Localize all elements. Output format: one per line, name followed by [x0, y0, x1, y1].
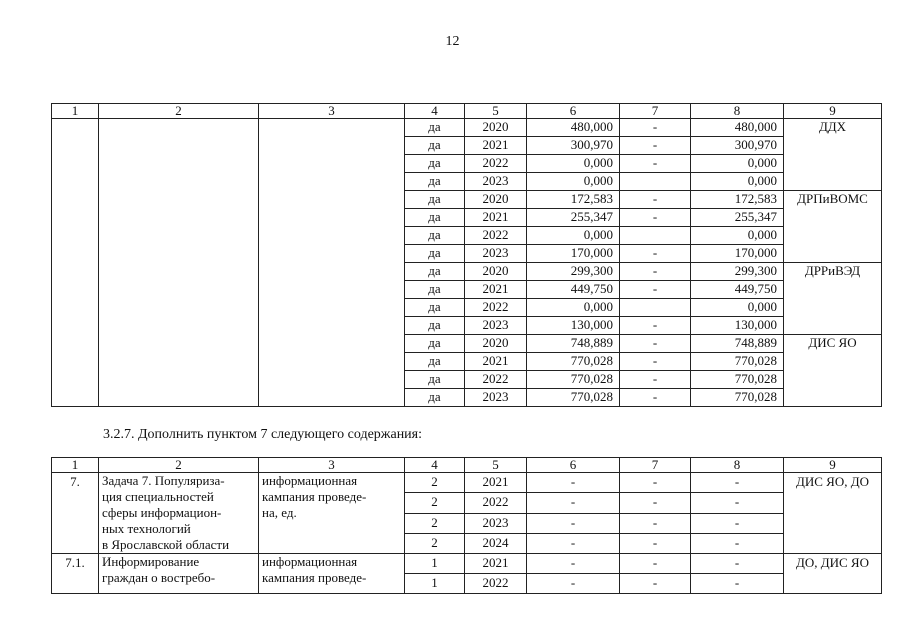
total-cell: - [691, 493, 784, 513]
column-header: 4 [405, 458, 465, 473]
executor-cell: ДРРиВЭД [784, 263, 882, 335]
column-header: 9 [784, 104, 882, 119]
number-cell [52, 119, 99, 407]
flag-cell: да [405, 245, 465, 263]
total-cell: 300,970 [691, 137, 784, 155]
value-cell: 2 [405, 533, 465, 553]
amendment-paragraph: 3.2.7. Дополнить пунктом 7 следующего содержания: [103, 427, 423, 442]
flag-cell: да [405, 281, 465, 299]
item-name-line: ция специальностей [102, 489, 214, 504]
amount-cell: 770,028 [527, 389, 620, 407]
year-cell: 2022 [465, 371, 527, 389]
year-cell: 2020 [465, 191, 527, 209]
item-name-line: Информирование [102, 554, 200, 569]
dash-cell: - [620, 281, 691, 299]
dash-cell: - [620, 554, 691, 574]
flag-cell: да [405, 317, 465, 335]
total-cell: 770,028 [691, 389, 784, 407]
year-cell: 2021 [465, 281, 527, 299]
total-cell: 748,889 [691, 335, 784, 353]
item-number-cell: 7. [52, 473, 99, 554]
total-cell: 480,000 [691, 119, 784, 137]
dash-cell: - [620, 353, 691, 371]
amount-cell: 170,000 [527, 245, 620, 263]
executor-cell: ДДХ [784, 119, 882, 191]
column-header: 3 [259, 458, 405, 473]
amount-cell: 449,750 [527, 281, 620, 299]
amount-cell: 0,000 [527, 155, 620, 173]
dash-cell [620, 299, 691, 317]
column-header: 4 [405, 104, 465, 119]
dash-cell: - [620, 533, 691, 553]
total-cell: 0,000 [691, 173, 784, 191]
year-cell: 2021 [465, 554, 527, 574]
year-cell: 2020 [465, 335, 527, 353]
dash-cell: - [620, 371, 691, 389]
year-cell: 2023 [465, 245, 527, 263]
column-header: 7 [620, 104, 691, 119]
column-header: 8 [691, 458, 784, 473]
amount-cell: 770,028 [527, 353, 620, 371]
column-header: 7 [620, 458, 691, 473]
total-cell: - [691, 513, 784, 533]
indicator-line: кампания проведе- [262, 570, 367, 585]
value-cell: 2 [405, 493, 465, 513]
total-cell: 255,347 [691, 209, 784, 227]
dash-cell: - [620, 209, 691, 227]
dash-cell: - [620, 493, 691, 513]
dash-cell: - [620, 574, 691, 594]
column-header: 6 [527, 104, 620, 119]
flag-cell: да [405, 371, 465, 389]
column-header: 8 [691, 104, 784, 119]
year-cell: 2022 [465, 227, 527, 245]
column-header: 2 [99, 104, 259, 119]
flag-cell: да [405, 137, 465, 155]
value-cell: 1 [405, 574, 465, 594]
item-name-line: Задача 7. Популяриза- [102, 473, 225, 488]
flag-cell: да [405, 335, 465, 353]
total-cell: 449,750 [691, 281, 784, 299]
dash-cell: - [620, 263, 691, 281]
dash-cell: - [620, 389, 691, 407]
flag-cell: да [405, 119, 465, 137]
executor-cell: ДИС ЯО [784, 335, 882, 407]
amount-cell: 748,889 [527, 335, 620, 353]
year-cell: 2020 [465, 119, 527, 137]
total-cell: 130,000 [691, 317, 784, 335]
year-cell: 2022 [465, 299, 527, 317]
indicator-line: информационная [262, 473, 358, 488]
total-cell: 170,000 [691, 245, 784, 263]
executor-cell: ДРПиВОМС [784, 191, 882, 263]
amount-cell: 172,583 [527, 191, 620, 209]
table-header-row [52, 104, 882, 119]
dash-cell: - [620, 137, 691, 155]
year-cell: 2021 [465, 137, 527, 155]
total-cell: 0,000 [691, 155, 784, 173]
total-cell: 299,300 [691, 263, 784, 281]
year-cell: 2022 [465, 574, 527, 594]
item-name-cell [99, 473, 259, 554]
amount-cell: - [527, 513, 620, 533]
year-cell: 2021 [465, 209, 527, 227]
item-name-line: граждан о востребо- [102, 570, 216, 585]
dash-cell: - [620, 191, 691, 209]
column-header: 1 [52, 458, 99, 473]
item-name-line: в Ярославской области [102, 537, 230, 552]
amount-cell: 255,347 [527, 209, 620, 227]
amount-cell: - [527, 493, 620, 513]
amount-cell: 480,000 [527, 119, 620, 137]
flag-cell: да [405, 173, 465, 191]
executor-cell: ДО, ДИС ЯО [784, 554, 882, 594]
table-header-row [52, 458, 882, 473]
funding-table [51, 103, 882, 407]
value-cell: 1 [405, 554, 465, 574]
task-table [51, 457, 882, 594]
dash-cell: - [620, 513, 691, 533]
executor-cell: ДИС ЯО, ДО [784, 473, 882, 554]
year-cell: 2023 [465, 513, 527, 533]
column-header: 9 [784, 458, 882, 473]
year-cell: 2022 [465, 155, 527, 173]
indicator-line: информационная [262, 554, 358, 569]
year-cell: 2022 [465, 493, 527, 513]
indicator-cell [259, 119, 405, 407]
indicator-line: кампания проведе- [262, 489, 367, 504]
table-row [52, 119, 882, 137]
dash-cell: - [620, 473, 691, 493]
column-header: 5 [465, 104, 527, 119]
total-cell: - [691, 554, 784, 574]
flag-cell: да [405, 155, 465, 173]
amount-cell: - [527, 554, 620, 574]
dash-cell: - [620, 155, 691, 173]
amount-cell: 0,000 [527, 173, 620, 191]
dash-cell [620, 173, 691, 191]
year-cell: 2021 [465, 353, 527, 371]
dash-cell: - [620, 317, 691, 335]
column-header: 5 [465, 458, 527, 473]
column-header: 6 [527, 458, 620, 473]
flag-cell: да [405, 389, 465, 407]
item-name-line: сферы информацион- [102, 505, 222, 520]
total-cell: 172,583 [691, 191, 784, 209]
flag-cell: да [405, 227, 465, 245]
amount-cell: 0,000 [527, 227, 620, 245]
total-cell: 770,028 [691, 371, 784, 389]
page-number: 12 [445, 34, 460, 49]
year-cell: 2020 [465, 263, 527, 281]
amount-cell: 299,300 [527, 263, 620, 281]
table-row [52, 554, 882, 574]
amount-cell: 130,000 [527, 317, 620, 335]
year-cell: 2024 [465, 533, 527, 553]
indicator-line: на, ед. [262, 505, 297, 520]
amount-cell: - [527, 533, 620, 553]
item-name-cell [99, 554, 259, 594]
flag-cell: да [405, 191, 465, 209]
flag-cell: да [405, 299, 465, 317]
item-name-line: ных технологий [102, 521, 191, 536]
amount-cell: 0,000 [527, 299, 620, 317]
year-cell: 2023 [465, 317, 527, 335]
year-cell: 2023 [465, 173, 527, 191]
name-cell [99, 119, 259, 407]
amount-cell: - [527, 574, 620, 594]
total-cell: - [691, 473, 784, 493]
year-cell: 2023 [465, 389, 527, 407]
table-row [52, 473, 882, 493]
item-number-cell: 7.1. [52, 554, 99, 594]
amount-cell: 300,970 [527, 137, 620, 155]
flag-cell: да [405, 353, 465, 371]
total-cell: - [691, 533, 784, 553]
column-header: 3 [259, 104, 405, 119]
flag-cell: да [405, 209, 465, 227]
dash-cell: - [620, 335, 691, 353]
amount-cell: 770,028 [527, 371, 620, 389]
total-cell: 0,000 [691, 227, 784, 245]
total-cell: 770,028 [691, 353, 784, 371]
total-cell: 0,000 [691, 299, 784, 317]
total-cell: - [691, 574, 784, 594]
column-header: 2 [99, 458, 259, 473]
dash-cell: - [620, 119, 691, 137]
dash-cell [620, 227, 691, 245]
value-cell: 2 [405, 513, 465, 533]
value-cell: 2 [405, 473, 465, 493]
indicator-cell [259, 554, 405, 594]
amount-cell: - [527, 473, 620, 493]
dash-cell: - [620, 245, 691, 263]
indicator-cell [259, 473, 405, 554]
year-cell: 2021 [465, 473, 527, 493]
flag-cell: да [405, 263, 465, 281]
column-header: 1 [52, 104, 99, 119]
